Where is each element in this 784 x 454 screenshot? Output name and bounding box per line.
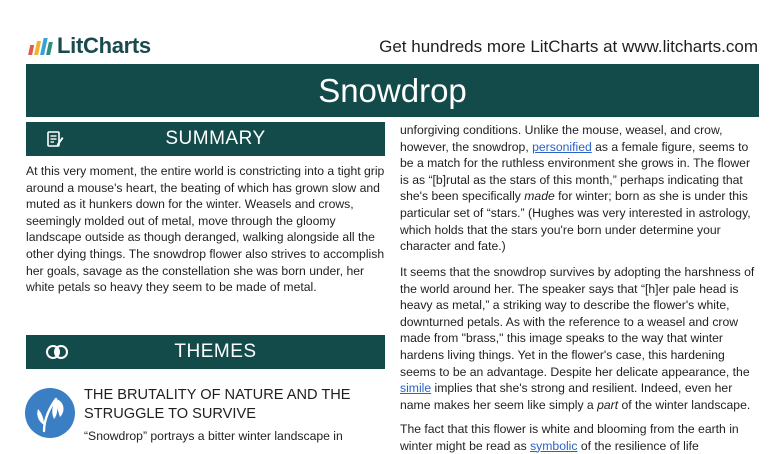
document-pencil-icon xyxy=(46,131,64,147)
themes-header xyxy=(26,335,385,369)
symbolic-link[interactable]: symbolic xyxy=(530,438,578,453)
theme-title[interactable]: THE BRUTALITY OF NATURE AND THE STRUGGLE TO SURVIVE xyxy=(84,387,351,422)
logo-bars-icon xyxy=(28,37,54,55)
analysis-paragraph-3 xyxy=(400,421,762,454)
summary-text: At this very moment, the entire world is constricting into a tight grip around a mouse's heart, the beating of which has grown slow and muted as it hunkers down for the winter. Weasels and crows, seemingly molded out of metal, move through the gloomy landscape outside as though deranged, walking alongside all the other dying things. The snowdrop flower also strives to accomplish her goals, savage as the constellation she was born under, her white petals so heavy they seem to be made of metal. xyxy=(26,164,385,295)
text-run: as a female figure, seems to be a match for the ruthless environment she grows in. The flower is as “[b]rutal as the stars of this month,” perhaps indicating that she's been specifically xyxy=(400,139,750,204)
emphasis: made xyxy=(524,189,555,204)
text-run: of the winter landscape. xyxy=(618,397,751,412)
emphasis: part xyxy=(597,397,619,412)
interlocking-rings-icon xyxy=(46,344,68,360)
themes-heading: THEMES xyxy=(174,341,257,362)
text-run: It seems that the snowdrop survives by adopting the harshness of the world around her. The speaker says that “[h]er pale head is heavy as metal,” a striking way to describe the flower's white, downturned petals. As with the reference to a weasel and crow made from "brass," this image speaks to the way that winter hardens living things. Yet in the flower's case, this hardening seems to be an advantage. Despite her delicate appearance, the xyxy=(400,265,755,379)
simile-link[interactable]: simile xyxy=(400,381,432,396)
litcharts-logo[interactable] xyxy=(30,34,151,58)
personified-link[interactable]: personified xyxy=(532,139,592,154)
text-run: of the resilience of life xyxy=(577,438,699,453)
analysis-paragraph-1 xyxy=(400,122,762,255)
text-run: The fact that this flower is white and blooming from the earth in winter might be read as xyxy=(400,422,739,453)
title-band xyxy=(26,64,759,117)
text-run: for winter; born as she is under this particular set of “stars.” (Hughes was very interested in astrology, which holds that the stars you're born under determine your character and fate.) xyxy=(400,189,751,254)
page-title: Snowdrop xyxy=(318,71,467,109)
brand-name: LitCharts xyxy=(57,33,151,58)
text-run: unforgiving conditions. Unlike the mouse, weasel, and crow, however, the snowdrop, xyxy=(400,123,723,154)
analysis-paragraph-2 xyxy=(400,264,762,413)
text-run: implies that she's strong and resilient. Indeed, even her name makes her seem like simply a xyxy=(400,381,733,412)
logo-bar xyxy=(46,42,53,55)
theme-text: “Snowdrop” portrays a bitter winter landscape in xyxy=(84,429,343,443)
snowdrop-flower-icon xyxy=(24,385,76,441)
summary-header xyxy=(26,122,385,156)
header-tagline: Get hundreds more LitCharts at www.litcharts.com xyxy=(379,37,758,56)
summary-heading: SUMMARY xyxy=(165,128,266,149)
